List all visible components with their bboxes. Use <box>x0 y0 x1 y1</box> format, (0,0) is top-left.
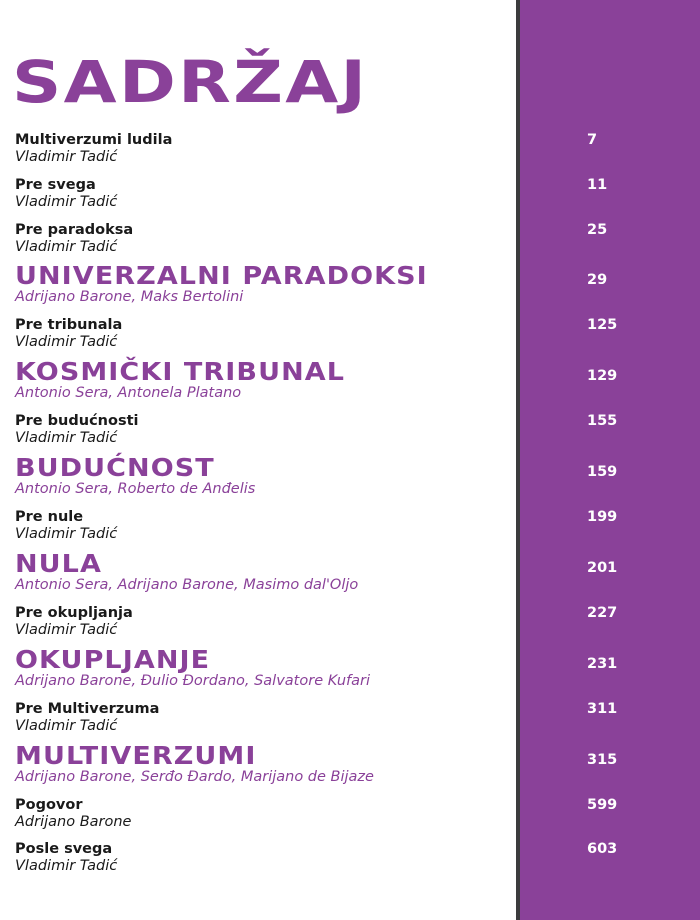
toc-entry-major[interactable] <box>15 261 428 306</box>
entry-author: Adrijano Barone, Serđo Đardo, Marijano de Bijaze <box>15 769 374 785</box>
toc-entry[interactable] <box>15 701 159 735</box>
entry-author: Vladimir Tadić <box>15 622 118 638</box>
entry-author: Vladimir Tadić <box>15 194 118 210</box>
entry-page-number: 315 <box>587 752 618 768</box>
entry-author: Antonio Sera, Roberto de Anđelis <box>15 481 256 497</box>
entry-title: NULA <box>15 549 102 578</box>
entry-title: BUDUĆNOST <box>15 453 215 482</box>
toc-entry[interactable] <box>15 605 133 639</box>
page-title: SADRŽAJ <box>12 48 369 116</box>
entry-page-number: 7 <box>587 132 598 148</box>
entry-title: Pre okupljanja <box>15 605 133 621</box>
entry-page-number: 311 <box>587 701 618 717</box>
entry-page-number: 599 <box>587 797 618 813</box>
entry-title: MULTIVERZUMI <box>15 741 257 770</box>
entry-page-number: 159 <box>587 464 618 480</box>
toc-entry-major[interactable] <box>15 550 358 594</box>
entry-author: Vladimir Tadić <box>15 334 118 350</box>
entry-title: Pogovor <box>15 797 83 813</box>
entry-title: Multiverzumi ludila <box>15 132 173 148</box>
entry-page-number: 227 <box>587 605 618 621</box>
toc-entry-major[interactable] <box>15 742 374 786</box>
entry-title: OKUPLJANJE <box>15 645 211 674</box>
entry-author: Antonio Sera, Antonela Platano <box>15 385 242 401</box>
toc-entry[interactable] <box>15 177 117 211</box>
toc-entry-major[interactable] <box>15 454 255 498</box>
toc-entry[interactable] <box>15 222 133 256</box>
entry-title: Pre tribunala <box>15 317 123 333</box>
toc-entry[interactable] <box>15 317 122 351</box>
entry-page-number: 125 <box>587 317 618 333</box>
entry-page-number: 25 <box>587 222 608 238</box>
toc-entry[interactable] <box>15 509 117 543</box>
entry-page-number: 603 <box>587 841 618 857</box>
entry-author: Vladimir Tadić <box>15 858 118 874</box>
toc-entry[interactable] <box>15 413 138 447</box>
entry-page-number: 155 <box>587 413 618 429</box>
page-number-column <box>520 0 700 920</box>
entry-title: Pre paradoksa <box>15 222 134 238</box>
entry-title: KOSMIČKI TRIBUNAL <box>15 357 346 386</box>
entry-author: Adrijano Barone <box>15 814 132 830</box>
entry-title: Pre Multiverzuma <box>15 701 160 717</box>
entry-author: Vladimir Tadić <box>15 718 118 734</box>
entry-author: Vladimir Tadić <box>15 149 118 165</box>
entry-page-number: 201 <box>587 560 618 576</box>
entry-title: Pre nule <box>15 509 84 525</box>
entry-title: Pre svega <box>15 177 96 193</box>
entry-author: Adrijano Barone, Maks Bertolini <box>15 289 244 305</box>
entry-page-number: 199 <box>587 509 618 525</box>
entry-page-number: 11 <box>587 177 608 193</box>
entry-author: Adrijano Barone, Đulio Đordano, Salvatore Kufari <box>15 673 371 689</box>
toc-entry[interactable] <box>15 797 131 831</box>
entry-title: Pre budućnosti <box>15 413 139 429</box>
entry-page-number: 129 <box>587 368 618 384</box>
entry-title: Posle svega <box>15 841 113 857</box>
entry-author: Vladimir Tadić <box>15 526 118 542</box>
toc-entry[interactable] <box>15 841 117 875</box>
toc-entry-major[interactable] <box>15 646 370 690</box>
entry-page-number: 29 <box>587 272 608 288</box>
entry-author: Vladimir Tadić <box>15 430 118 446</box>
toc-entry[interactable] <box>15 132 172 166</box>
entry-title: UNIVERZALNI PARADOKSI <box>15 261 428 290</box>
entry-author: Antonio Sera, Adrijano Barone, Masimo dal'Oljo <box>15 577 359 593</box>
entry-author: Vladimir Tadić <box>15 239 118 255</box>
toc-entry-major[interactable] <box>15 357 346 402</box>
entry-page-number: 231 <box>587 656 618 672</box>
